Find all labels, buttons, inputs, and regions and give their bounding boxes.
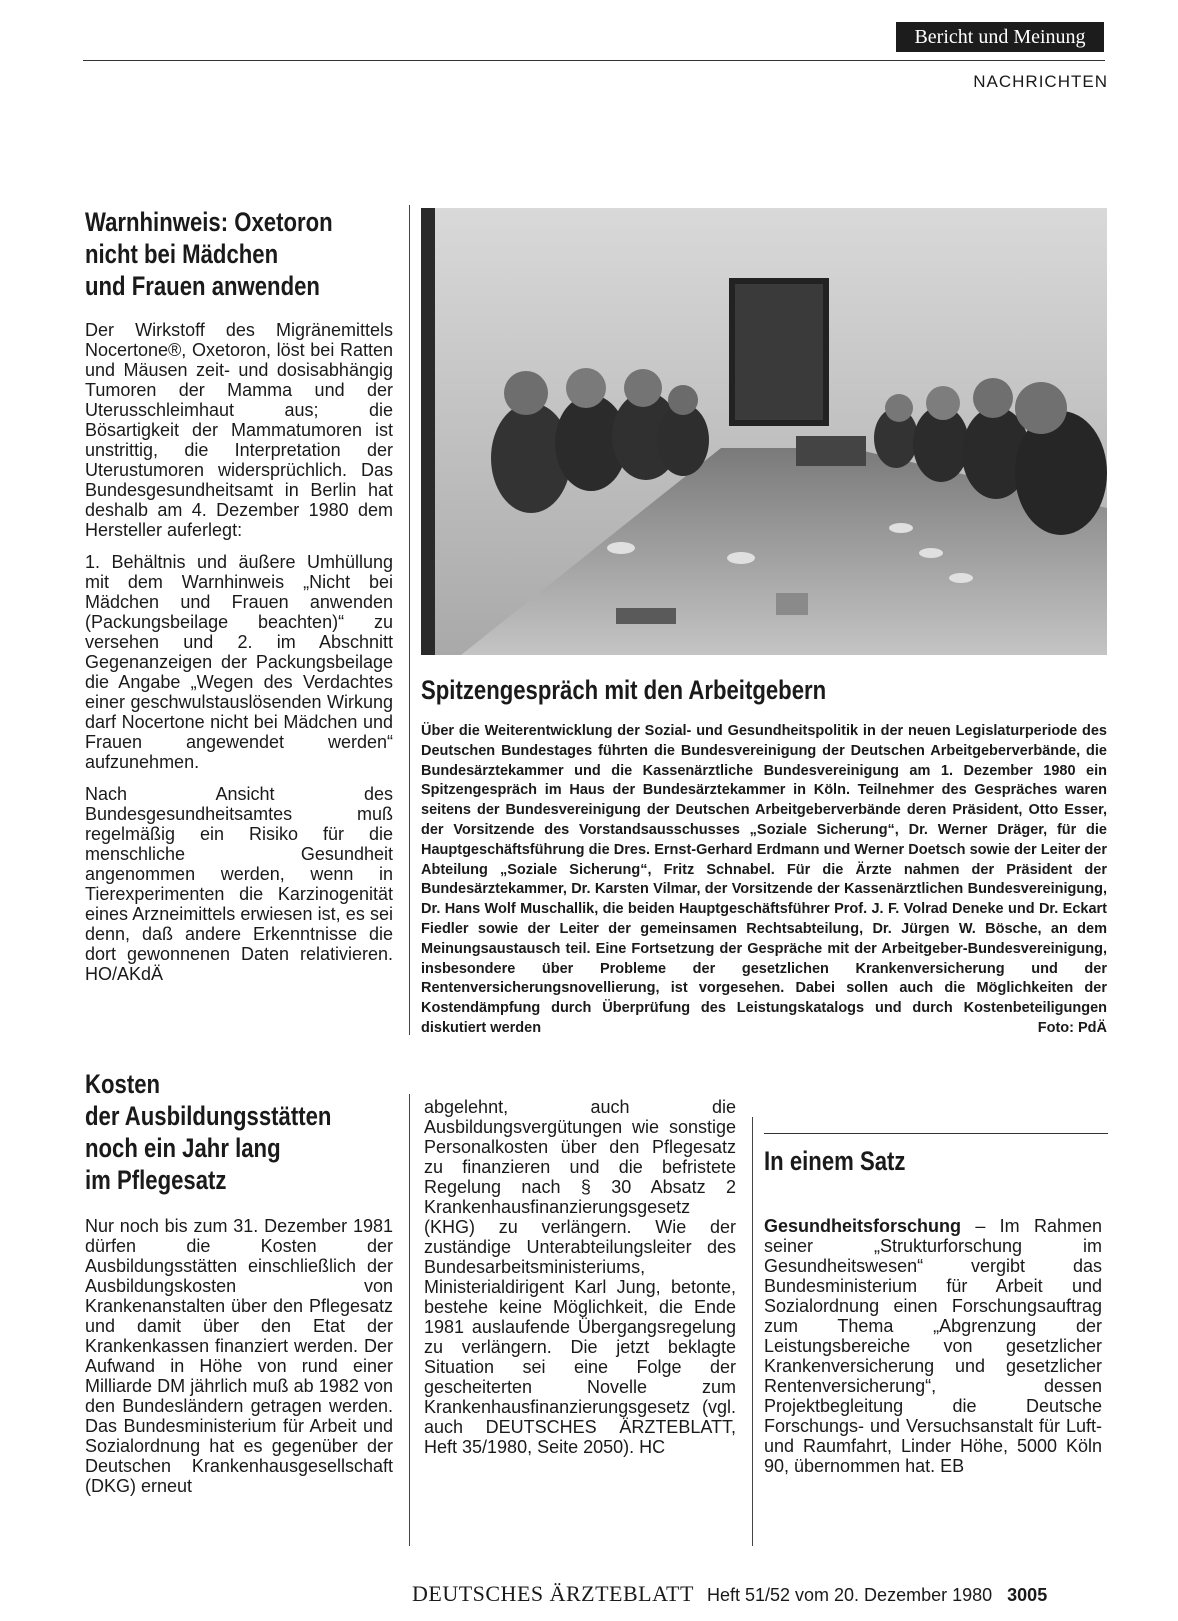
paragraph: Nur noch bis zum 31. Dezember 1981 dürfen die Kosten der Ausbildungsstätten einschließlich der Ausbildungskosten von Krankenanstalten über den Pflegesatz und damit über den Etat der Krankenkassen finanziert werden. Der Aufwand in Höhe von rund einer Milliarde DM jährlich muß ab 1982 von den Bundesländern getragen werden. Das Bundesministerium für Arbeit und Sozialordnung hat es gegenüber der Deutschen Krankenhausgesellschaft (DKG) erneut [85,1216,393,1496]
header-rule [83,60,1105,61]
title-line: im Pflegesatz [85,1165,227,1195]
column-divider [409,205,410,1035]
in-einem-satz-title: In einem Satz [764,1146,906,1176]
paragraph-text: – Im Rahmen seiner „Strukturforschung im Gesundheitswesen“ vergibt das Bundesministerium für Arbeit und Sozialordnung einen Forschungsauftrag zum Thema „Abgrenzung der Leistungsbereiche von gesetzlicher Krankenversicherung und gesetzlicher Rentenversicherung“, dessen Projektbegleitung die Deutsche Forschungs- und Versuchsanstalt für Luft- und Raumfahrt, Linder Höhe, 5000 Köln 90, übernommen hat. EB [764,1216,1102,1476]
title-line: der Ausbildungsstätten [85,1101,332,1131]
satz-rule [764,1133,1108,1134]
article-ausbildungsstaetten [85,1068,386,1196]
title-line: Kosten [85,1069,161,1099]
article-title [85,1068,331,1196]
page-number: 3005 [1007,1585,1048,1605]
column-divider [409,1094,410,1546]
title-line: und Frauen anwenden [85,271,320,301]
article-title [85,206,333,302]
paragraph: Nach Ansicht des Bundesgesundheitsamtes muß regelmäßig ein Risiko für die menschliche Gesundheit angenommen werden, wenn in Tierexperimenten die Karzinogenität eines Arzneimittels erwiesen ist, es sei denn, daß andere Erkenntnisse die dort gewonnenen Daten relativieren. HO/AKdÄ [85,784,393,984]
photo-article-title: Spitzengespräch mit den Arbeitgebern [421,675,827,705]
article-body-col2 [424,1097,736,1469]
photo-caption [421,722,1107,1039]
article-body-col1 [85,1216,393,1508]
caption-text: Über die Weiterentwicklung der Sozial- und Gesundheitspolitik in der neuen Legislaturperiode des Deutschen Bundestages führten die Bundesvereinigung der Deutschen Arbeitgeberverbände, die Bundesärztekammer und die Kassenärztliche Bundesvereinigung am 1. Dezember 1980 ein Spitzengespräch im Haus der Bundesärztekammer in Köln. Teilnehmer des Gespräches waren seitens der Bundesvereinigung der Deutschen Arbeitgeberverbände deren Präsident, Otto Esser, der Vorsitzende des Vorstandsausschusses „Soziale Sicherung“, Dr. Werner Dräger, für die Hauptgeschäftsführung die Dres. Ernst-Gerhard Erdmann und Werner Doetsch sowie der Leiter der Abteilung „Soziale Sicherung“, Fritz Schnabel. Für die Ärzte nahmen der Präsident der Bundesärztekammer, Dr. Karsten Vilmar, der Vorsitzende der Kassenärztlichen Bundesvereinigung, Dr. Hans Wolf Muschallik, die beiden Hauptgeschäftsführer Prof. J. F. Volrad Deneke und Dr. Eckart Fiedler sowie der Leiter der gemeinsamen Rechtsabteilung, Dr. Jürgen W. Bösche, an dem Meinungsaustausch teil. Eine Fortsetzung der Gespräche mit der Arbeitgeber-Bundesvereinigung, insbesondere über Probleme der gesetzlichen Krankenversicherung und der Rentenversicherungsnovellierung, ist vorgesehen. Dabei sollen auch die Möglichkeiten der Kostendämpfung durch Überprüfung des Leistungskatalogs und durch Kostenbeteiligungen diskutiert werden [421,723,1107,1036]
photo-credit: Foto: PdÄ [1037,1019,1107,1036]
title-line: Warnhinweis: Oxetoron [85,207,333,237]
issue-info: Heft 51/52 vom 20. Dezember 1980 [706,1585,993,1605]
title-line: nicht bei Mädchen [85,239,279,269]
column-divider [752,1117,753,1546]
paragraph: abgelehnt, auch die Ausbildungsvergütungen wie sonstige Personalkosten über den Pflegesatz zu finanzieren und die befristete Regelung nach § 30 Absatz 2 Krankenhausfinanzierungsgesetz (KHG) zu verlängern. Wie der zuständige Unterabteilungsleiter des Bundesarbeitsministeriums, Ministerialdirigent Karl Jung, betonte, bestehe keine Möglichkeit, die Ende 1981 auslaufende Übergangsregelung zu verlängern. Die jetzt beklagte Situation sei eine Folge der gescheiterten Novelle zum Krankenhausfinanzierungsgesetz (vgl. auch DEUTSCHES ÄRZTEBLATT, Heft 35/1980, Seite 2050). HC [424,1097,736,1457]
article-body [85,320,393,996]
section-badge: Bericht und Meinung [896,22,1104,52]
section-label: NACHRICHTEN [973,72,1108,91]
lead-keyword: Gesundheitsforschung [764,1216,962,1236]
page-footer [412,1581,1047,1607]
journal-name: DEUTSCHES ÄRZTEBLATT [412,1581,694,1606]
paragraph: 1. Behältnis und äußere Umhüllung mit dem Warnhinweis „Nicht bei Mädchen und Frauen anwenden (Packungsbeilage beachten)“ zu versehen und 2. im Abschnitt Gegenanzeigen der Packungsbeilage die Angabe „Wegen des Verdachtes einer geschwulstauslösenden Wirkung darf Nocertone nicht bei Mädchen und Frauen angewendet werden“ aufzunehmen. [85,552,393,772]
meeting-photo [421,208,1107,655]
in-einem-satz-body [764,1216,1102,1488]
paragraph [764,1216,1102,1476]
title-line: noch ein Jahr lang [85,1133,281,1163]
article-warnhinweis [85,206,387,302]
meeting-photo-image [421,208,1107,655]
paragraph: Der Wirkstoff des Migränemittels Nocertone®, Oxetoron, löst bei Ratten und Mäusen zeit- und dosisabhängig Tumoren der Mamma und der Uterusschleimhaut aus; die Bösartigkeit der Mammatumoren ist unstrittig, die Interpretation der Uterustumoren widersprüchlich. Das Bundesgesundheitsamt in Berlin hat deshalb am 4. Dezember 1980 dem Hersteller auferlegt: [85,320,393,540]
